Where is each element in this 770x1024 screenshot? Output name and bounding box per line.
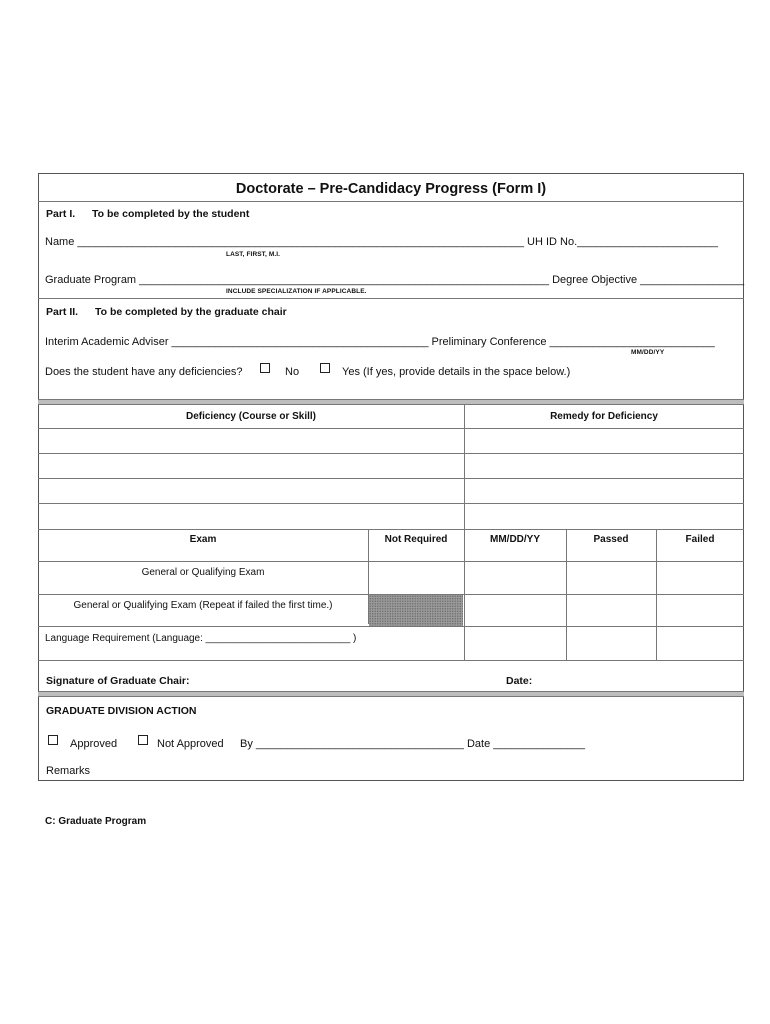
not-required-header: Not Required <box>384 534 448 545</box>
failed-cell-2[interactable] <box>658 596 742 624</box>
form-border <box>38 173 744 781</box>
date-cell-2[interactable] <box>466 596 564 624</box>
remedy-cell-1[interactable] <box>466 430 742 452</box>
passed-header: Passed <box>593 534 629 545</box>
not-approved-label: Not Approved <box>157 738 224 750</box>
name-field[interactable]: Name _________________________________________________________________________ UH ID No._______________________ <box>45 236 718 248</box>
approved-checkbox[interactable] <box>48 735 58 745</box>
signature-label: Signature of Graduate Chair: <box>46 675 190 687</box>
passed-cell-2[interactable] <box>568 596 654 624</box>
table-row-line <box>38 660 744 661</box>
table-row-line <box>38 561 744 562</box>
part2-heading: To be completed by the graduate chair <box>95 306 287 318</box>
part1-label: Part I. <box>46 208 76 220</box>
deficiency-question: Does the student have any deficiencies? <box>45 366 243 378</box>
date-header: MM/DD/YY <box>490 534 540 545</box>
failed-header: Failed <box>685 534 715 545</box>
passed-cell-1[interactable] <box>568 563 654 592</box>
exam-row-language[interactable]: Language Requirement (Language: __________________________ ) <box>45 633 357 644</box>
deficiency-cell-2[interactable] <box>40 455 462 477</box>
table-row-line <box>38 478 744 479</box>
passed-cell-3[interactable] <box>568 628 654 658</box>
gray-separator <box>38 399 744 405</box>
table-row-line <box>38 503 744 504</box>
table-row-line <box>38 428 744 429</box>
deficiency-cell-1[interactable] <box>40 430 462 452</box>
gray-separator <box>38 691 744 697</box>
table-row-line <box>38 626 744 627</box>
table-row-line <box>38 453 744 454</box>
part1-heading: To be completed by the student <box>92 208 250 220</box>
exam-row-repeat: General or Qualifying Exam (Repeat if failed the first time.) <box>73 600 333 611</box>
deficiency-cell-4[interactable] <box>40 505 462 527</box>
deficiency-header: Deficiency (Course or Skill) <box>185 411 317 422</box>
yes-checkbox[interactable] <box>320 363 330 373</box>
name-hint: LAST, FIRST, M.I. <box>226 251 281 258</box>
shaded-cell <box>369 595 463 627</box>
column-divider <box>464 405 465 529</box>
not-required-cell-1[interactable] <box>370 563 462 592</box>
remedy-cell-4[interactable] <box>466 505 742 527</box>
deficiency-cell-3[interactable] <box>40 480 462 502</box>
date-cell-1[interactable] <box>466 563 564 592</box>
by-date-field[interactable]: By __________________________________ Date _______________ <box>240 738 586 750</box>
adviser-field[interactable]: Interim Academic Adviser __________________________________________ Preliminary Conference ___________________________ <box>45 336 715 348</box>
not-approved-checkbox[interactable] <box>138 735 148 745</box>
exam-header: Exam <box>189 534 217 545</box>
date-hint: MM/DD/YY <box>631 349 665 356</box>
approved-label: Approved <box>70 738 118 750</box>
program-field[interactable]: Graduate Program ___________________________________________________________________ Degree Objective _________________ <box>45 274 745 286</box>
yes-label: Yes (If yes, provide details in the space below.) <box>342 366 571 378</box>
no-checkbox[interactable] <box>260 363 270 373</box>
divider <box>38 201 744 202</box>
program-hint: INCLUDE SPECIALIZATION IF APPLICABLE. <box>226 288 367 295</box>
part2-label: Part II. <box>46 306 79 318</box>
remedy-cell-3[interactable] <box>466 480 742 502</box>
failed-cell-1[interactable] <box>658 563 742 592</box>
signature-date-label: Date: <box>506 675 533 687</box>
failed-cell-3[interactable] <box>658 628 742 658</box>
remedy-header: Remedy for Deficiency <box>550 411 658 422</box>
remedy-cell-2[interactable] <box>466 455 742 477</box>
exam-row-qualifying: General or Qualifying Exam <box>141 567 265 578</box>
division-heading: GRADUATE DIVISION ACTION <box>46 705 197 717</box>
form-title: Doctorate – Pre-Candidacy Progress (Form I) <box>235 181 547 197</box>
copy-to-label: C: Graduate Program <box>45 816 147 827</box>
remarks-label: Remarks <box>46 765 91 777</box>
no-label: No <box>285 366 300 378</box>
date-cell-3[interactable] <box>466 628 564 658</box>
divider <box>38 298 744 299</box>
table-row-line <box>38 529 744 530</box>
